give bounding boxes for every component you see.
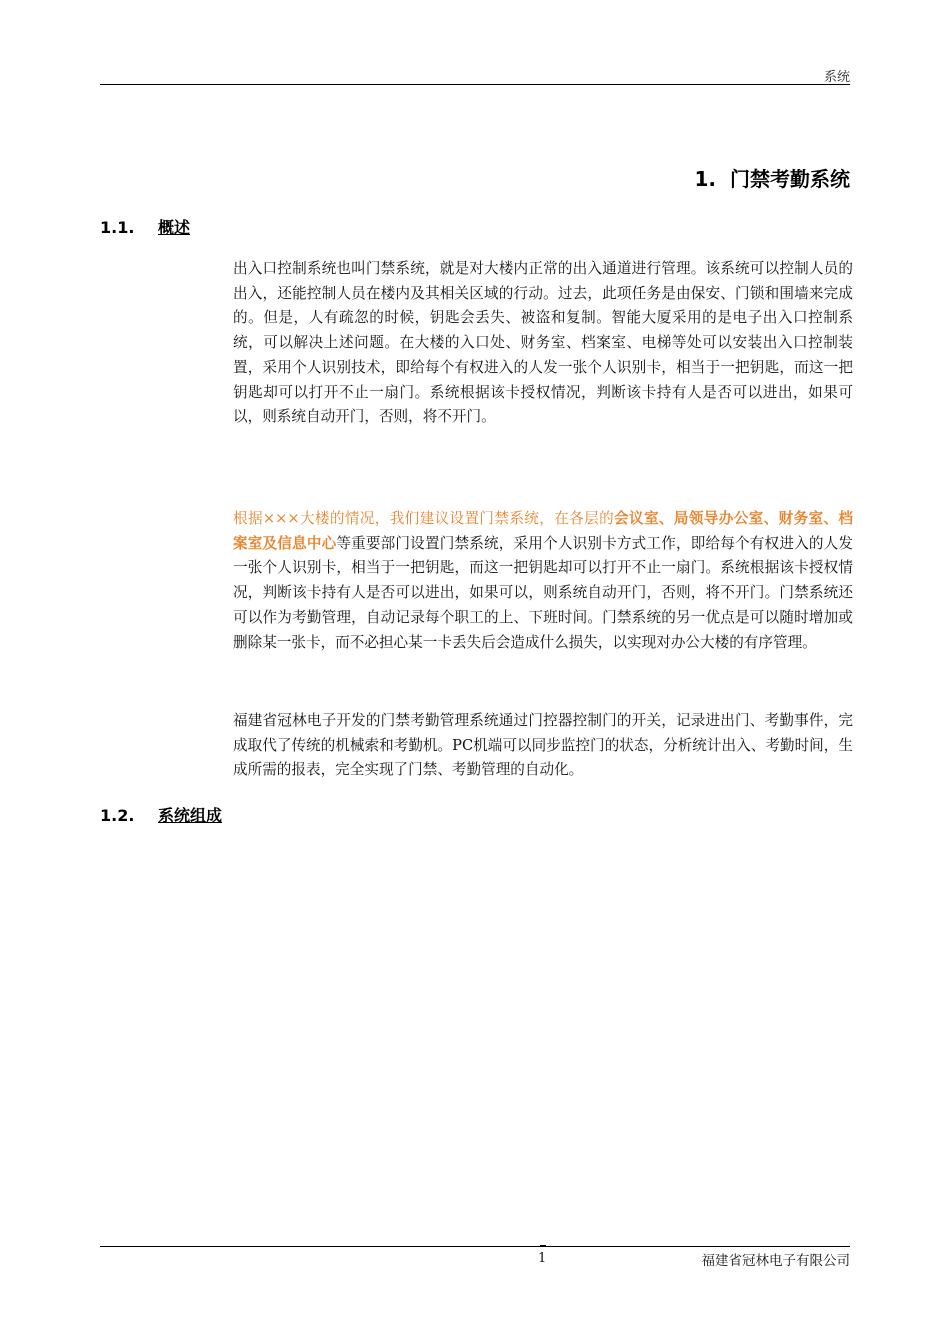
paragraph-company-system: 福建省冠林电子开发的门禁考勤管理系统通过门控器控制门的开关，记录进出门、考勤事件，完成取代了传统的机械索和考勤机。PC机端可以同步监控门的状态，分析统计出入、考勤时间，生成所需的报表，完全实现了门禁、考勤管理的自动化。 — [233, 712, 853, 779]
chapter-title — [694, 163, 850, 192]
chapter-number: 1. — [694, 167, 716, 191]
section-number: 1.1. — [100, 218, 135, 237]
paragraph-recommendation — [233, 507, 853, 655]
footer-company: 福建省冠林电子有限公司 — [701, 1253, 850, 1269]
footer-tick — [540, 1245, 546, 1247]
highlight-bold-text: 会议室、局领导办公室、财务室、档案室及信息中心 — [233, 510, 853, 552]
section-heading-overview — [100, 215, 190, 238]
header-rule — [100, 84, 850, 85]
paragraph-overview: 出入口控制系统也叫门禁系统，就是对大楼内正常的出入通道进行管理。该系统可以控制人员的出入，还能控制人员在楼内及其相关区域的行动。过去，此项任务是由保安、门锁和围墙来完成的。但是，人有疏忽的时候，钥匙会丢失、被盗和复制。智能大厦采用的是电子出入口控制系统，可以解决上述问题。在大楼的入口处、财务室、档案室、电梯等处可以安装出入口控制装置，采用个人识别技术，即给每个有权进入的人发一张个人识别卡，相当于一把钥匙，而这一把钥匙却可以打开不止一扇门。系统根据该卡授权情况，判断该卡持有人是否可以进出，如果可以，则系统自动开门，否则，将不开门。 — [233, 260, 853, 426]
section-number: 1.2. — [100, 806, 135, 825]
section-title: 概述 — [158, 218, 191, 237]
highlight-text: 根据×××大楼的情况，我们建议设置门禁系统，在各层的 — [233, 510, 615, 527]
chapter-title-text: 门禁考勤系统 — [730, 167, 850, 191]
paragraph-text: 等重要部门设置门禁系统，采用个人识别卡方式工作，即给每个有权进入的人发一张个人识别卡，相当于一把钥匙，而这一把钥匙却可以打开不止一扇门。系统根据该卡授权情况，判断该卡持有人是否可以进出，如果可以，则系统自动开门，否则，将不开门。门禁系统还可以作为考勤管理，自动记录每个职工的上、下班时间。门禁系统的另一优点是可以随时增加或删除某一张卡，而不必担心某一卡丢失后会造成什么损失，以实现对办公大楼的有序管理。 — [233, 534, 853, 651]
footer-rule — [100, 1246, 850, 1247]
section-heading-composition — [100, 803, 222, 826]
page-number: 1 — [538, 1251, 547, 1266]
page-header: 系统 — [823, 70, 850, 85]
section-title: 系统组成 — [158, 806, 223, 825]
